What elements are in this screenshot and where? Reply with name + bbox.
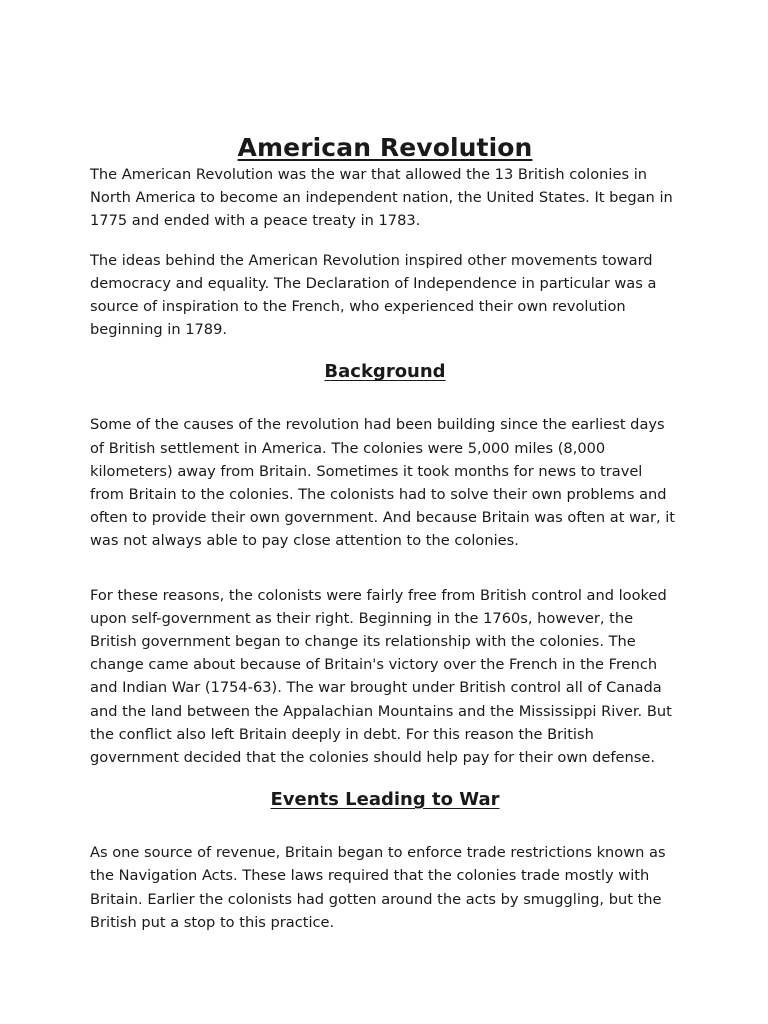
background-paragraph-1: Some of the causes of the revolution had been building since the earliest days of British settlement in America. The colonies were 5,000 miles (8,000 kilometers) away from Britain. Sometimes it took months for news to travel from Britain to the colonies. The colonists had to solve their own problems and often to provide their own government. And because Britain was often at war, it was not always able to pay close attention to the colonies. [90,416,676,550]
intro-paragraph-1: The American Revolution was the war that allowed the 13 British colonies in North America to become an independent nation, the United States. It began in 1775 and ended with a peace treaty in 1783. [90,166,673,230]
section-heading-events-leading-to-war: Events Leading to War [270,789,500,811]
events-paragraph-1: As one source of revenue, Britain began to enforce trade restrictions known as the Navigation Acts. These laws required that the colonies trade mostly with Britain. Earlier the colonists had gotten around the acts by smuggling, but the British put a stop to this practice. [90,844,666,931]
intro-paragraph-2: The ideas behind the American Revolution inspired other movements toward democracy and equality. The Declaration of Independence in particular was a source of inspiration to the French, who experienced their own revolution beginning in 1789. [90,251,657,339]
background-paragraph-2: For these reasons, the colonists were fairly free from British control and looked upon self-government as their right. Beginning in the 1760s, however, the British government began to change its relationship with the colonies. The change came about because of Britain's victory over the French in the French and Indian War (1754-63). The war brought under British control all of Canada and the land between the Appalachian Mountains and the Mississippi River. But the conflict also left Britain deeply in debt. For this reason the British government decided that the colonies should help pay for their own defense. [90,586,672,767]
section-heading-background: Background [324,361,446,383]
document-page [90,133,680,934]
document-title: American Revolution [237,133,533,162]
